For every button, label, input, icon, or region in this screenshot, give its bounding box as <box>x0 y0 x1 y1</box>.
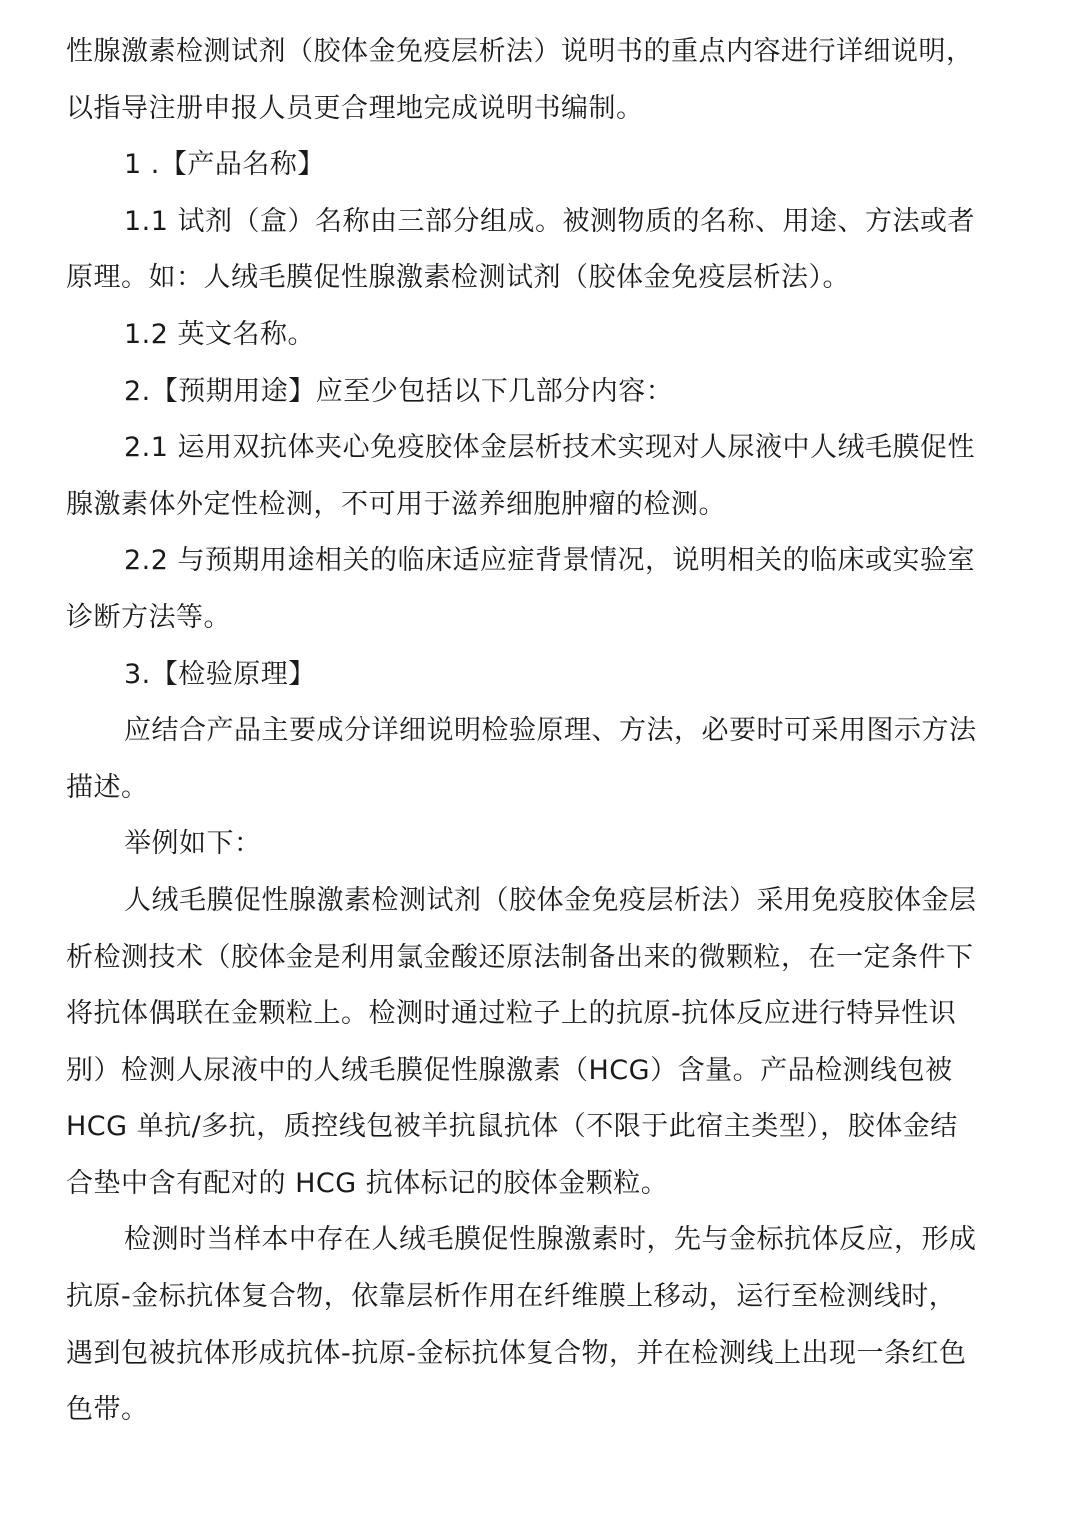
text-line: 以指导注册申报人员更合理地完成说明书编制。 <box>66 92 644 124</box>
text-line: 应结合产品主要成分详细说明检验原理、方法，必要时可采用图示方法 <box>124 715 977 747</box>
text-line: 别）检测人尿液中的人绒毛膜促性腺激素（HCG）含量。产品检测线包被 <box>66 1054 953 1086</box>
text-line: 举例如下： <box>124 828 262 860</box>
text-line: HCG 单抗/多抗，质控线包被羊抗鼠抗体（不限于此宿主类型），胶体金结 <box>66 1111 958 1143</box>
text-line: 诊断方法等。 <box>66 601 231 633</box>
text-line: 析检测技术（胶体金是利用氯金酸还原法制备出来的微颗粒，在一定条件下 <box>66 941 974 973</box>
text-line: 人绒毛膜促性腺激素检测试剂（胶体金免疫层析法）采用免疫胶体金层 <box>124 884 977 916</box>
text-line: 抗原-金标抗体复合物，依靠层析作用在纤维膜上移动，运行至检测线时， <box>66 1281 957 1313</box>
text-line: 1.2 英文名称。 <box>124 318 316 350</box>
text-line: 性腺激素检测试剂（胶体金免疫层析法）说明书的重点内容进行详细说明， <box>66 36 974 67</box>
section-heading-test-principle: 3.【检验原理】 <box>124 658 316 690</box>
text-line: 检测时当样本中存在人绒毛膜促性腺激素时，先与金标抗体反应，形成 <box>124 1224 977 1256</box>
text-line: 遇到包被抗体形成抗体-抗原-金标抗体复合物，并在检测线上出现一条红色 <box>66 1337 967 1369</box>
section-heading-product-name: 1 .【产品名称】 <box>124 149 325 181</box>
text-line: 色带。 <box>66 1394 149 1426</box>
text-line: 描述。 <box>66 771 149 803</box>
text-line: 将抗体偶联在金颗粒上。检测时通过粒子上的抗原-抗体反应进行特异性识 <box>66 998 957 1030</box>
text-line: 腺激素体外定性检测，不可用于滋养细胞肿瘤的检测。 <box>66 488 726 520</box>
text-line: 合垫中含有配对的 HCG 抗体标记的胶体金颗粒。 <box>66 1167 669 1199</box>
section-heading-intended-use: 2.【预期用途】应至少包括以下几部分内容： <box>124 375 674 407</box>
text-line: 2.1 运用双抗体夹心免疫胶体金层析技术实现对人尿液中人绒毛膜促性 <box>124 432 976 464</box>
text-line: 1.1 试剂（盒）名称由三部分组成。被测物质的名称、用途、方法或者 <box>124 205 976 237</box>
text-line: 原理。如：人绒毛膜促性腺激素检测试剂（胶体金免疫层析法）。 <box>66 262 850 294</box>
text-line: 2.2 与预期用途相关的临床适应症背景情况，说明相关的临床或实验室 <box>124 545 976 577</box>
